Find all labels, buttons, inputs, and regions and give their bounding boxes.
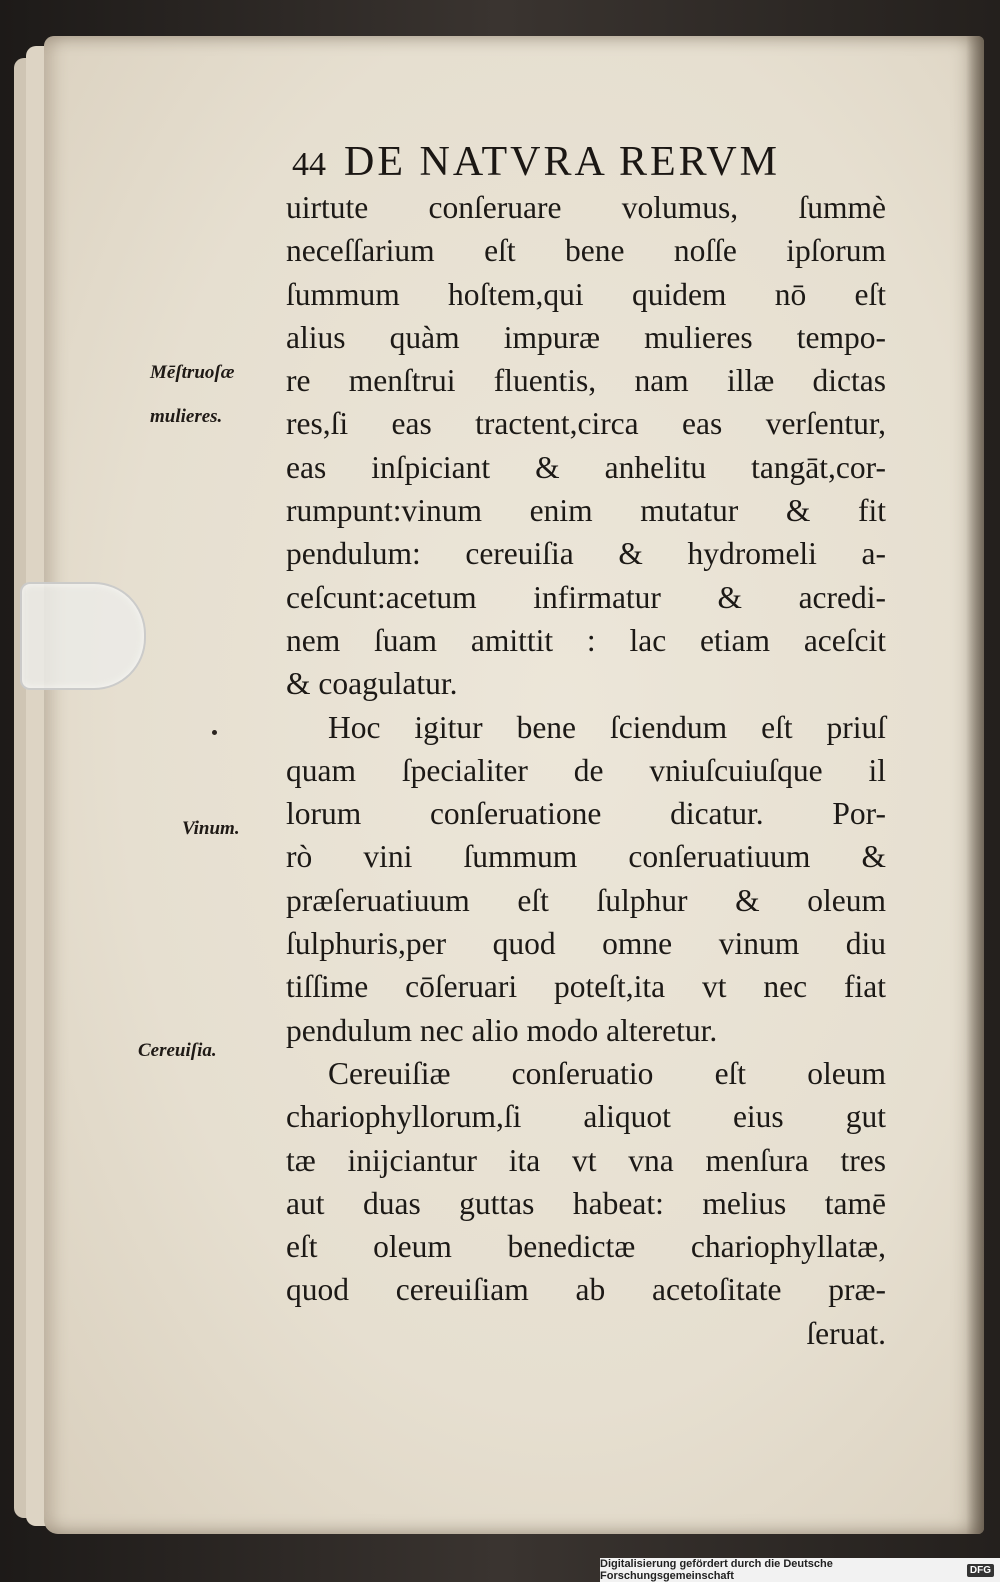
- digitization-credit-bar: [600, 1558, 1000, 1582]
- text-line: nem ſuam amittit : lac etiam aceſcit: [286, 622, 886, 658]
- text-line: alius quàm impuræ mulieres tempo-: [286, 319, 886, 355]
- text-line: pendulum nec alio modo alteretur.: [286, 1012, 718, 1048]
- text-line: ceſcunt:acetum infirmatur & acredi-: [286, 579, 886, 615]
- text-line: eſt oleum benedictæ chariophyllatæ,: [286, 1229, 886, 1265]
- text-line: aut duas guttas habeat: melius tamē: [286, 1185, 886, 1221]
- text-line: re menſtrui fluentis, nam illæ dictas: [286, 363, 886, 399]
- text-line: chariophyllorum,ſi aliquot eius gut: [286, 1099, 886, 1135]
- text-line: rumpunt:vinum enim mutatur & fit: [286, 493, 886, 529]
- text-line: lorum conſeruatione dicatur. Por-: [286, 796, 886, 832]
- ink-mark: [212, 730, 217, 735]
- text-line: neceſſarium eſt bene noſſe ipſorum: [286, 233, 886, 269]
- text-line: uirtute conſeruare volumus, ſummè: [286, 190, 886, 225]
- text-line: pendulum: cereuiſia & hydromeli a-: [286, 536, 886, 572]
- text-line: res,ſi eas tractent,circa eas verſentur,: [286, 406, 886, 442]
- margin-note-mulieres: mulieres.: [150, 406, 223, 427]
- running-title: DE NATVRA RERVM: [344, 139, 781, 185]
- text-line: Cereuiſiæ conſeruatio eſt oleum: [328, 1055, 886, 1091]
- text-line: quam ſpecialiter de vniuſcuiuſque il: [286, 752, 886, 788]
- text-line: eas inſpiciant & anhelitu tangāt,cor-: [286, 449, 886, 485]
- body-text: [286, 186, 886, 1355]
- text-line: ſummum hoſtem,qui quidem nō eſt: [286, 276, 886, 312]
- page-gutter-shadow: [966, 36, 984, 1534]
- page-number: 44: [292, 146, 326, 183]
- text-line: tiſſime cōſeruari poteſt,ita vt nec fiat: [286, 969, 886, 1005]
- margin-note-vinum: Vinum.: [182, 818, 240, 839]
- text-line: quod cereuiſiam ab acetoſitate præ-: [286, 1272, 886, 1308]
- page-tab-marker: [20, 582, 146, 690]
- text-line: rò vini ſummum conſeruatiuum &: [286, 839, 886, 875]
- text-line: & coagulatur.: [286, 666, 458, 702]
- margin-note-cereuisia: Cereuiſia.: [138, 1040, 217, 1061]
- running-head: [292, 138, 852, 188]
- text-line: præſeruatiuum eſt ſulphur & oleum: [286, 882, 886, 918]
- dfg-logo-icon: DFG: [967, 1564, 994, 1577]
- text-line: ſulphuris,per quod omne vinum diu: [286, 926, 886, 962]
- funding-credit: Digitalisierung gefördert durch die Deutsche Forschungsgemeinschaft: [600, 1558, 833, 1582]
- text-line: Hoc igitur bene ſciendum eſt priuſ: [328, 709, 886, 745]
- margin-note-menstruosae: Mēſtruoſæ: [150, 362, 235, 383]
- text-line: ſeruat.: [806, 1315, 886, 1351]
- text-line: tæ inijciantur ita vt vna menſura tres: [286, 1142, 886, 1178]
